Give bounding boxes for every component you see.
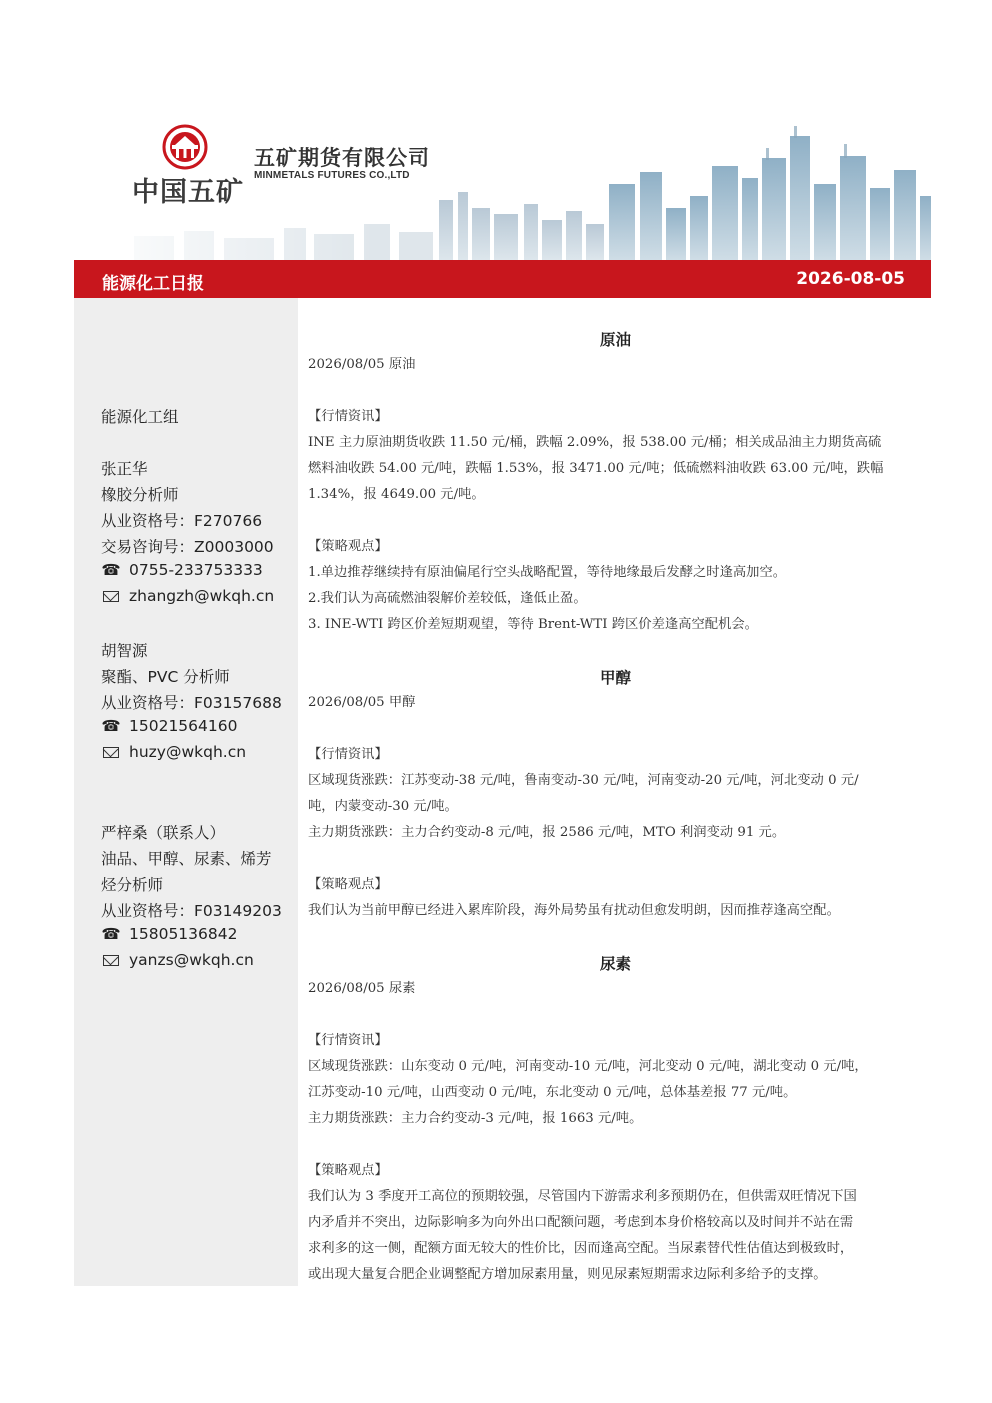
- analyst-consult-number: 交易咨询号：Z0003000: [101, 538, 274, 556]
- market-news-heading: 【行情资讯】: [308, 747, 388, 762]
- analyst-phone-row: [101, 717, 237, 735]
- strategy-heading: 【策略观点】: [308, 539, 388, 554]
- section-title-crude-oil: 原油: [599, 331, 631, 349]
- minmetals-emblem-icon: [162, 124, 208, 170]
- analyst-role-continued: 烃分析师: [101, 876, 164, 894]
- section-title-methanol: 甲醇: [599, 669, 631, 687]
- strategy-text: 或出现大量复合肥企业调整配方增加尿素用量，则见尿素短期需求边际利多给予的支撑。: [308, 1267, 827, 1282]
- analyst-phone: 15021564160: [129, 717, 238, 735]
- analyst-name: 严梓桑（联系人）: [101, 824, 226, 842]
- analyst-email-row: [101, 587, 274, 605]
- report-title: 能源化工日报: [102, 274, 204, 294]
- strategy-text: 内矛盾并不突出，边际影响多为向外出口配额问题，考虑到本身价格较高以及时间并不站在需: [308, 1215, 854, 1230]
- market-news-text: 吨，内蒙变动-30 元/吨。: [308, 799, 458, 814]
- section-dateline: 2026/08/05 甲醇: [308, 695, 416, 710]
- analyst-qualification: 从业资格号：F270766: [101, 512, 263, 530]
- china-minmetals-logo-text: 中国五矿: [132, 177, 244, 208]
- strategy-heading: 【策略观点】: [308, 1163, 388, 1178]
- analyst-phone: 0755-233753333: [129, 561, 263, 579]
- analyst-email[interactable]: huzy@wkqh.cn: [129, 743, 247, 761]
- envelope-icon: [101, 951, 121, 969]
- market-news-text: 燃料油收跌 54.00 元/吨，跌幅 1.53%，报 3471.00 元/吨；低硫燃料油收跌 63.00 元/吨，跌幅: [308, 461, 884, 476]
- company-name-cn: 五矿期货有限公司: [254, 146, 430, 170]
- analyst-name: 胡智源: [101, 642, 148, 660]
- analyst-role: 聚酯、PVC 分析师: [101, 668, 230, 686]
- phone-icon: ☎: [101, 717, 121, 735]
- strategy-heading: 【策略观点】: [308, 877, 388, 892]
- analyst-role: 油品、甲醇、尿素、烯芳: [101, 850, 272, 868]
- section-title-urea: 尿素: [599, 955, 631, 973]
- analyst-role: 橡胶分析师: [101, 486, 179, 504]
- strategy-text: 3. INE-WTI 跨区价差短期观望，等待 Brent-WTI 跨区价差逢高空配机会。: [308, 617, 758, 632]
- analyst-sidebar: [74, 298, 298, 1286]
- strategy-text: 求利多的这一侧，配额方面无较大的性价比，因而逢高空配。当尿素替代性估值达到极致时，: [308, 1241, 854, 1256]
- strategy-text: 我们认为 3 季度开工高位的预期较强，尽管国内下游需求利多预期仍在，但供需双旺情况下国: [308, 1189, 857, 1204]
- envelope-icon: [101, 587, 121, 605]
- team-name: 能源化工组: [101, 408, 179, 426]
- strategy-text: 1.单边推荐继续持有原油偏尾行空头战略配置，等待地缘最后发酵之时逢高加空。: [308, 565, 787, 580]
- market-news-heading: 【行情资讯】: [308, 409, 388, 424]
- market-news-text: 区域现货涨跌：山东变动 0 元/吨，河南变动-10 元/吨，河北变动 0 元/吨，湖北变动 0 元/吨，: [308, 1059, 868, 1074]
- market-news-text: 主力期货涨跌：主力合约变动-8 元/吨，报 2586 元/吨，MTO 利润变动 91 元。: [308, 825, 786, 840]
- analyst-phone-row: [101, 561, 263, 579]
- analyst-email-row: [101, 951, 254, 969]
- envelope-icon: [101, 743, 121, 761]
- company-name-en: MINMETALS FUTURES CO.,LTD: [254, 170, 410, 181]
- phone-icon: ☎: [101, 925, 121, 943]
- section-dateline: 2026/08/05 原油: [308, 357, 416, 372]
- report-header: [74, 96, 931, 260]
- analyst-qualification: 从业资格号：F03149203: [101, 902, 282, 920]
- analyst-email[interactable]: zhangzh@wkqh.cn: [129, 587, 275, 605]
- section-dateline: 2026/08/05 尿素: [308, 981, 416, 996]
- market-news-text: INE 主力原油期货收跌 11.50 元/桶，跌幅 2.09%，报 538.00 元/桶；相关成品油主力期货高硫: [308, 435, 882, 450]
- market-news-heading: 【行情资讯】: [308, 1033, 388, 1048]
- market-news-text: 江苏变动-10 元/吨，山西变动 0 元/吨，东北变动 0 元/吨，总体基差报 77 元/吨。: [308, 1085, 797, 1100]
- analyst-name: 张正华: [101, 460, 148, 478]
- market-news-text: 1.34%，报 4649.00 元/吨。: [308, 487, 485, 502]
- analyst-phone: 15805136842: [129, 925, 238, 943]
- analyst-phone-row: [101, 925, 237, 943]
- analyst-email-row: [101, 743, 246, 761]
- strategy-text: 2.我们认为高硫燃油裂解价差较低，逢低止盈。: [308, 591, 587, 606]
- phone-icon: ☎: [101, 561, 121, 579]
- market-news-text: 区域现货涨跌：江苏变动-38 元/吨，鲁南变动-30 元/吨，河南变动-20 元/吨，河北变动 0 元/: [308, 773, 859, 788]
- report-title-bar: [74, 260, 931, 298]
- analyst-qualification: 从业资格号：F03157688: [101, 694, 282, 712]
- analyst-email[interactable]: yanzs@wkqh.cn: [129, 951, 254, 969]
- report-date: 2026-08-05: [796, 269, 905, 289]
- strategy-text: 我们认为当前甲醇已经进入累库阶段，海外局势虽有扰动但愈发明朗，因而推荐逢高空配。: [308, 903, 840, 918]
- market-news-text: 主力期货涨跌：主力合约变动-3 元/吨，报 1663 元/吨。: [308, 1111, 643, 1126]
